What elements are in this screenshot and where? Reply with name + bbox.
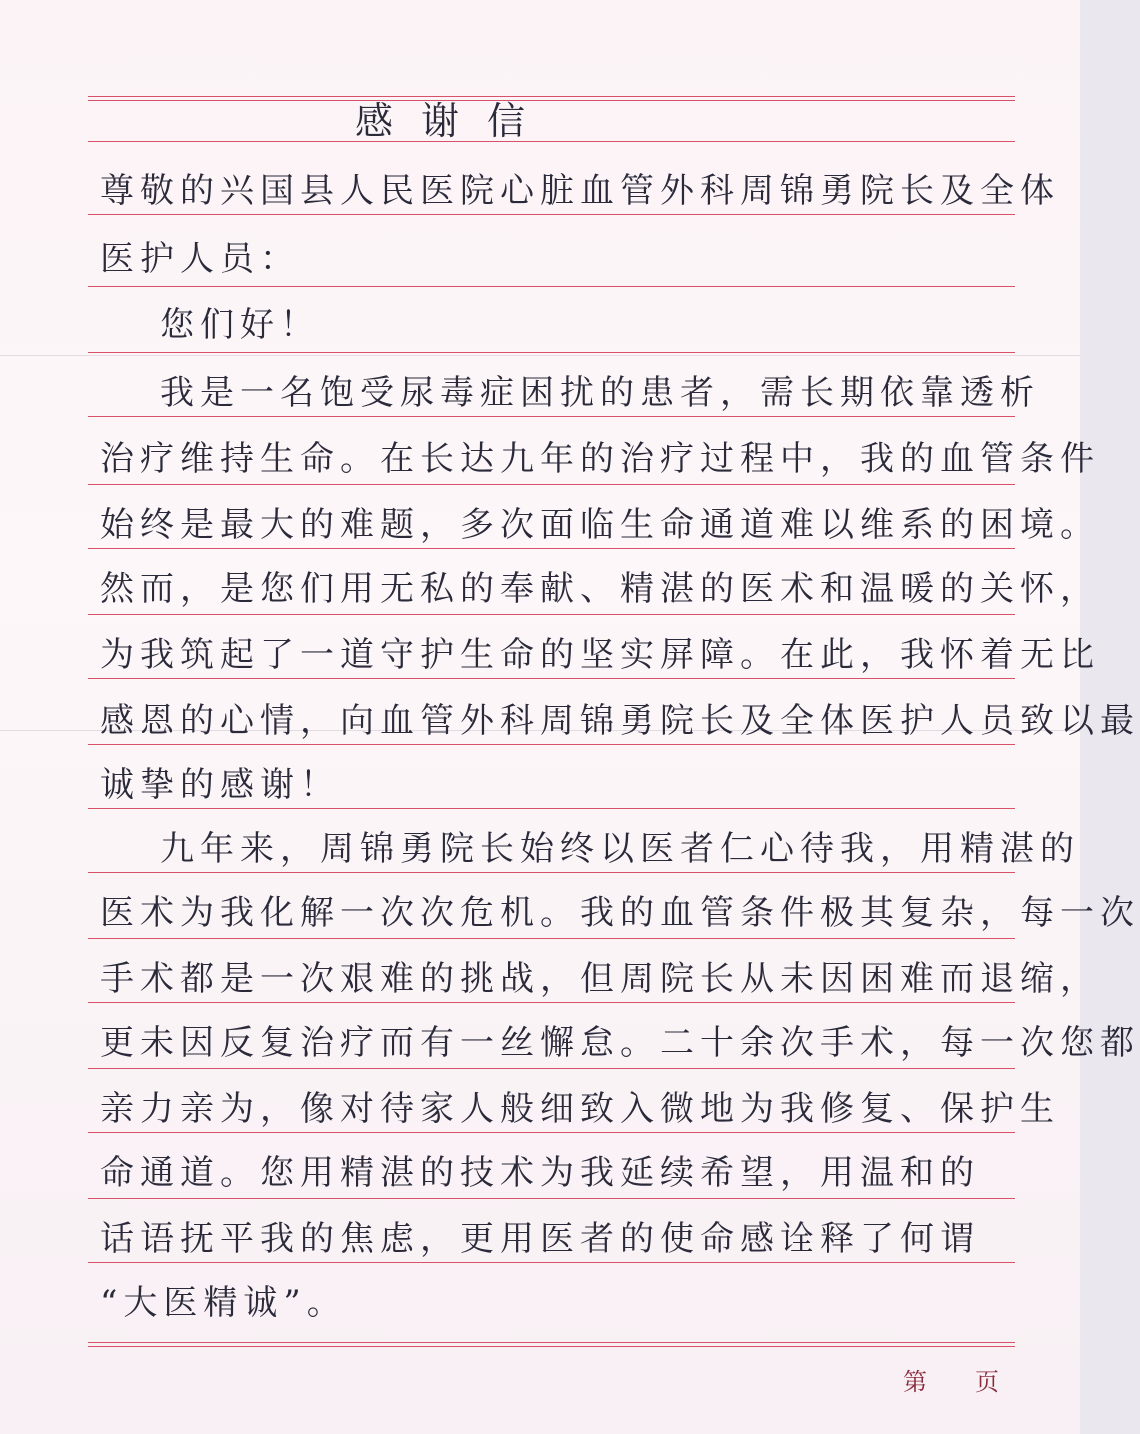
letter-line: 更未因反复治疗而有一丝懈怠。二十余次手术，每一次您都: [100, 1023, 1140, 1063]
letter-line: 手术都是一次艰难的挑战，但周院长从未因困难而退缩，: [100, 959, 1100, 999]
letter-line: 命通道。您用精湛的技术为我延续希望，用温和的: [100, 1153, 980, 1193]
letter-line: 亲力亲为，像对待家人般细致入微地为我修复、保护生: [100, 1089, 1060, 1129]
letter-line: 九年来，周锦勇院长始终以医者仁心待我，用精湛的: [160, 829, 1080, 869]
letter-line: 您们好！: [160, 305, 320, 345]
letter-line: 医护人员：: [100, 239, 300, 279]
letter-line: “大医精诚”。: [100, 1283, 347, 1323]
letter-title: 感谢信: [355, 99, 554, 143]
letter-line: 话语抚平我的焦虑，更用医者的使命感诠释了何谓: [100, 1219, 980, 1259]
letter-line: 尊敬的兴国县人民医院心脏血管外科周锦勇院长及全体: [100, 171, 1060, 211]
letter-line: 诚挚的感谢！: [100, 765, 340, 805]
page-label: 第: [903, 1368, 927, 1396]
letter-line: 为我筑起了一道守护生命的坚实屏障。在此，我怀着无比: [100, 635, 1100, 675]
letter-line: 感恩的心情，向血管外科周锦勇院长及全体医护人员致以最: [100, 701, 1140, 741]
letter-line: 治疗维持生命。在长达九年的治疗过程中，我的血管条件: [100, 439, 1100, 479]
page-suffix: 页: [975, 1368, 999, 1396]
letter-line: 我是一名饱受尿毒症困扰的患者，需长期依靠透析: [160, 373, 1040, 413]
letter-line: 始终是最大的难题，多次面临生命通道难以维系的困境。: [100, 505, 1100, 545]
letter-line: 然而，是您们用无私的奉献、精湛的医术和温暖的关怀，: [100, 569, 1100, 609]
letter-line: 医术为我化解一次次危机。我的血管条件极其复杂，每一次: [100, 893, 1140, 933]
bottom-rule: [88, 1342, 1015, 1343]
